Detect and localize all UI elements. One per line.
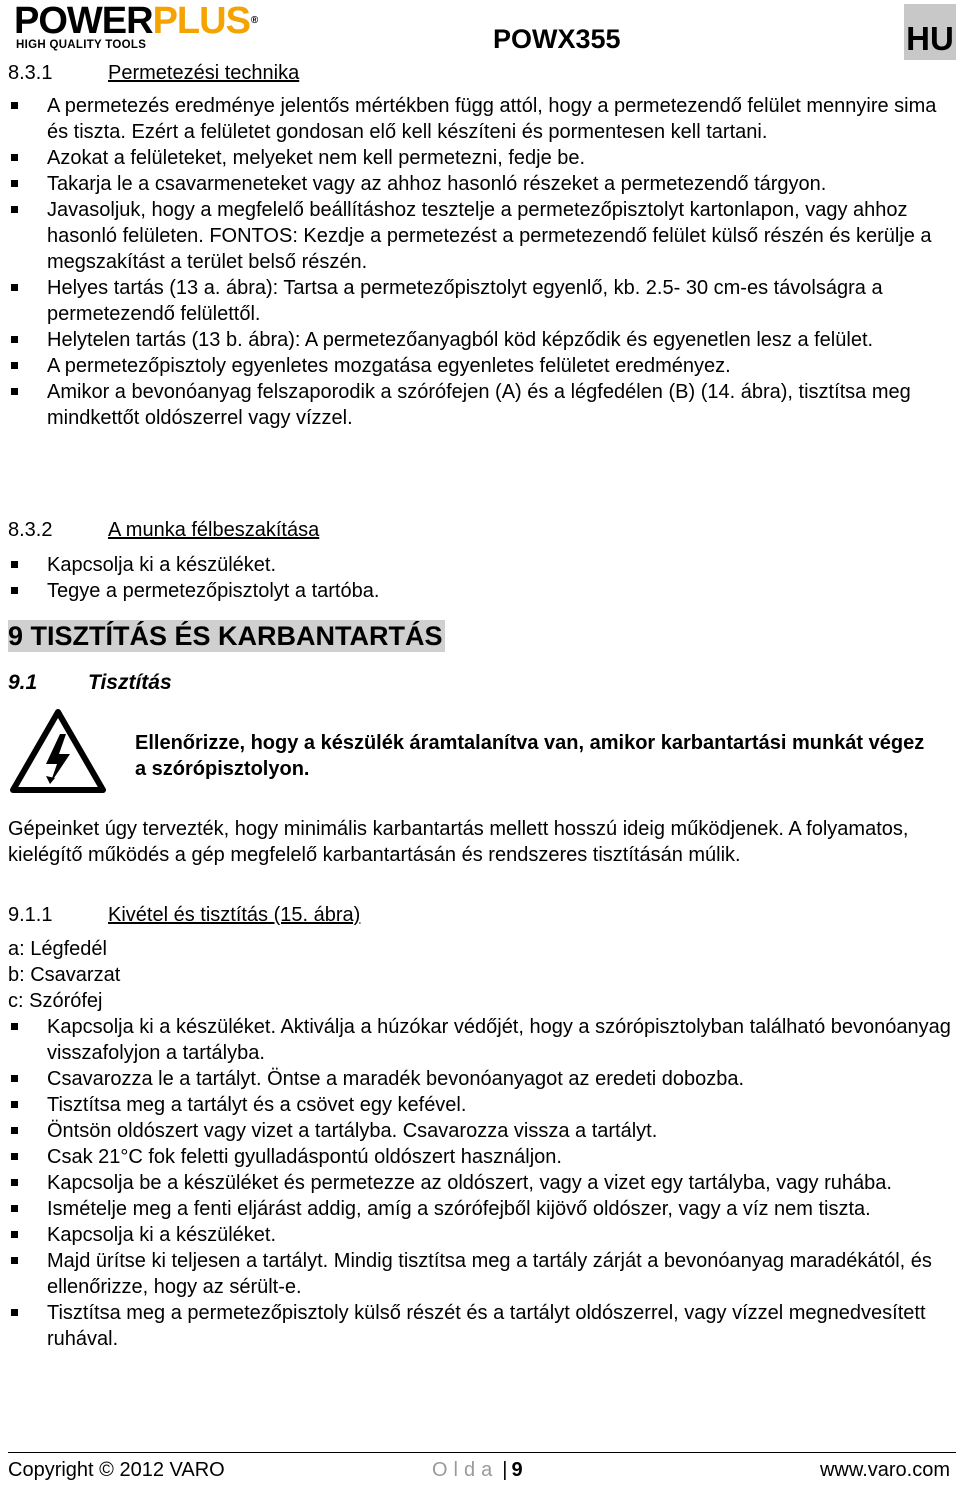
footer-page-indicator [432, 1457, 523, 1483]
powerplus-logo [14, 0, 294, 52]
list-item: Azokat a felületeket, melyeket nem kell permetezni, fedje be. [8, 145, 956, 171]
bullet-list-832 [8, 552, 956, 604]
list-item: Tisztítsa meg a permetezőpisztoly külső részét és a tartályt oldószerrel, vagy vízzel megnedvesített ruhával. [8, 1300, 956, 1352]
logo-tagline: HIGH QUALITY TOOLS [16, 39, 147, 51]
list-item: Majd ürítse ki teljesen a tartályt. Mindig tisztítsa meg a tartály zárját a bevonóanyag maradékától, és ellenőrizze, hogy az sérült-e. [8, 1248, 956, 1300]
section-title-911: Kivétel és tisztítás (15. ábra) [108, 904, 361, 926]
logo-registered: ® [250, 15, 258, 26]
part-label-b: b: Csavarzat [8, 964, 121, 986]
bullet-list-911 [8, 1014, 956, 1352]
section-number-832: 8.3.2 [8, 519, 53, 541]
list-item: A permetezőpisztoly egyenletes mozgatása egyenletes felületet eredményez. [8, 353, 956, 379]
logo-accent: PLUS [152, 0, 250, 42]
electric-hazard-icon [10, 708, 106, 794]
list-item: Csak 21°C fok feletti gyulladáspontú oldószert használjon. [8, 1144, 956, 1170]
list-item: Öntsön oldószert vagy vizet a tartályba. Csavarozza vissza a tartályt. [8, 1118, 956, 1144]
bullet-list-831 [8, 93, 956, 431]
list-item: Kapcsolja ki a készüléket. [8, 552, 956, 578]
list-item: Javasoljuk, hogy a megfelelő beállításhoz tesztelje a permetezőpisztolyt kartonlapon, vagy ahhoz hasonló felületen. FONTOS: Kezdje a permetezést a permetezendő felület külső részén és kerülje a megszakítást a terület belső részén. [8, 197, 956, 275]
list-item: Csavarozza le a tartályt. Öntse a maradék bevonóanyagot az eredeti dobozba. [8, 1066, 956, 1092]
section-number-91: 9.1 [8, 671, 38, 694]
footer-url: www.varo.com [819, 1459, 950, 1481]
footer-copyright: Copyright © 2012 VARO [8, 1459, 225, 1481]
page-footer [8, 1457, 956, 1485]
page-word: Olda [432, 1459, 499, 1481]
maintenance-paragraph: Gépeinket úgy tervezték, hogy minimális karbantartás mellett hosszú ideig működjenek. A folyamatos, kielégítő működés a gép megfelelő karbantartásán és rendszeres tisztításán múlik. [8, 818, 909, 866]
page-number: 9 [511, 1459, 523, 1481]
footer-divider [8, 1452, 956, 1453]
section-title-832: A munka félbeszakítása [108, 519, 320, 541]
chapter-heading-9: 9 TISZTÍTÁS ÉS KARBANTARTÁS [8, 621, 443, 651]
list-item: Kapcsolja ki a készüléket. Aktiválja a húzókar védőjét, hogy a szórópisztolyban található bevonóanyag visszafolyjon a tartályba. [8, 1014, 956, 1066]
section-title-831: Permetezési technika [108, 62, 300, 84]
safety-warning: Ellenőrizze, hogy a készülék áramtalanítva van, amikor karbantartási munkát végez a szórópisztolyon. [135, 732, 925, 780]
page-header [0, 0, 960, 60]
section-number-911: 9.1.1 [8, 904, 53, 926]
logo-wordmark [14, 0, 257, 42]
list-item: Ismételje meg a fenti eljárást addig, amíg a szórófejből kijövő oldószer, vagy a víz nem tiszta. [8, 1196, 956, 1222]
logo-primary: POWER [14, 0, 153, 42]
model-number: POWX355 [493, 24, 621, 54]
page-separator: | [502, 1459, 508, 1481]
list-item: Helytelen tartás (13 b. ábra): A permetezőanyagból köd képződik és egyenetlen lesz a felület. [8, 327, 956, 353]
section-number-831: 8.3.1 [8, 62, 53, 84]
list-item: Takarja le a csavarmeneteket vagy az ahhoz hasonló részeket a permetezendő tárgyon. [8, 171, 956, 197]
part-label-c: c: Szórófej [8, 990, 103, 1012]
part-label-a: a: Légfedél [8, 938, 107, 960]
list-item: A permetezés eredménye jelentős mértékben függ attól, hogy a permetezendő felület mennyire sima és tiszta. Ezért a felületet gondosan elő kell készíteni és pormentesen kell tartani. [8, 93, 956, 145]
list-item: Kapcsolja ki a készüléket. [8, 1222, 956, 1248]
language-badge: HU [904, 4, 956, 60]
list-item: Tegye a permetezőpisztolyt a tartóba. [8, 578, 956, 604]
list-item: Helyes tartás (13 a. ábra): Tartsa a permetezőpisztolyt egyenlő, kb. 2.5- 30 cm-es távolságra a permetezendő felülettől. [8, 275, 956, 327]
list-item: Kapcsolja be a készüléket és permetezze az oldószert, vagy a vizet egy tartályba, vagy ruhába. [8, 1170, 956, 1196]
section-title-91: Tisztítás [88, 671, 172, 694]
list-item: Tisztítsa meg a tartályt és a csövet egy kefével. [8, 1092, 956, 1118]
list-item: Amikor a bevonóanyag felszaporodik a szórófejen (A) és a légfedélen (B) (14. ábra), tisztítsa meg mindkettőt oldószerrel vagy vízzel. [8, 379, 956, 431]
